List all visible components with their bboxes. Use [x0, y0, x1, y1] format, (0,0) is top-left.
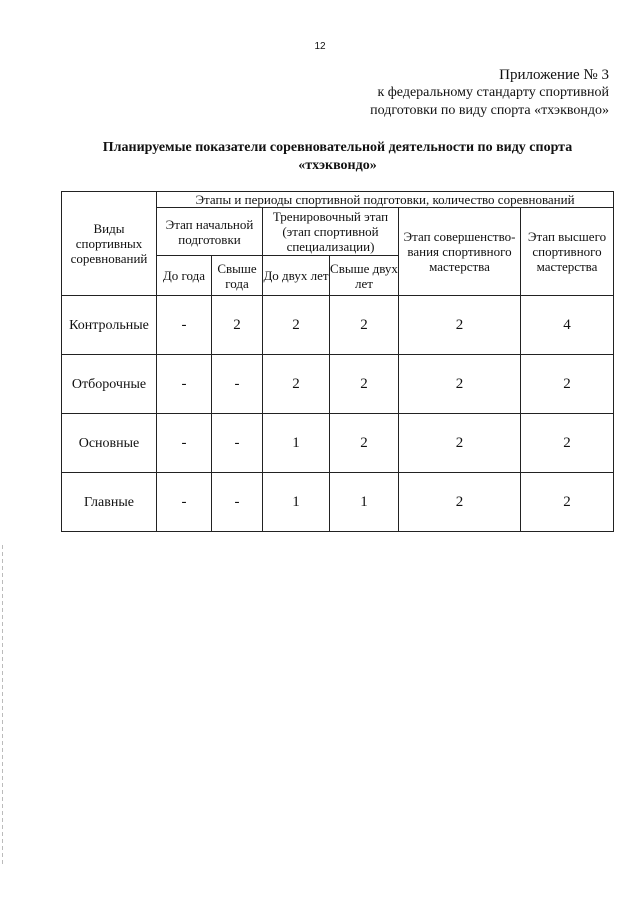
- table-cell: 2: [521, 355, 614, 414]
- table-cell: 1: [263, 414, 330, 473]
- header-initial-stage: Этап начальной подготовки: [157, 208, 263, 256]
- competition-table: [61, 191, 614, 532]
- row-kind: Контрольные: [62, 296, 157, 355]
- table-cell: -: [157, 296, 212, 355]
- header-initial-over-year: Свыше года: [212, 256, 263, 296]
- table-cell: 2: [330, 414, 399, 473]
- appendix-note: [370, 66, 609, 120]
- table-cell: -: [212, 355, 263, 414]
- header-initial-upto-year: До года: [157, 256, 212, 296]
- header-row-1: [62, 192, 614, 208]
- table-cell: 2: [399, 296, 521, 355]
- table-row: [62, 296, 614, 355]
- header-training-stage: Тренировочный этап (этап спортивной специализации): [263, 208, 399, 256]
- table-cell: 2: [212, 296, 263, 355]
- page-number: 12: [314, 41, 326, 52]
- row-kind: Отборочные: [62, 355, 157, 414]
- table-cell: 4: [521, 296, 614, 355]
- table-cell: 2: [263, 296, 330, 355]
- header-stages-group: Этапы и периоды спортивной подготовки, количество соревнований: [157, 192, 614, 208]
- table-cell: -: [157, 473, 212, 532]
- table-cell: 2: [399, 355, 521, 414]
- title-line-2: «тхэквондо»: [298, 158, 377, 173]
- table-cell: 1: [263, 473, 330, 532]
- table-cell: 2: [521, 473, 614, 532]
- header-training-upto-two: До двух лет: [263, 256, 330, 296]
- table-cell: 2: [263, 355, 330, 414]
- table-cell: 2: [399, 414, 521, 473]
- table-cell: -: [212, 414, 263, 473]
- row-kind: Основные: [62, 414, 157, 473]
- table-cell: 2: [330, 355, 399, 414]
- table-cell: 2: [330, 296, 399, 355]
- table-cell: -: [157, 355, 212, 414]
- header-improvement-stage: Этап совершенство-вания спортивного мастерства: [399, 208, 521, 296]
- table-row: [62, 355, 614, 414]
- header-training-over-two: Свыше двух лет: [330, 256, 399, 296]
- row-kind: Главные: [62, 473, 157, 532]
- appendix-reference: к федеральному стандарту спортивной: [377, 85, 609, 100]
- table-row: [62, 473, 614, 532]
- table-cell: -: [157, 414, 212, 473]
- table-cell: 2: [399, 473, 521, 532]
- appendix-number: Приложение № 3: [499, 67, 609, 83]
- header-higher-stage: Этап высшего спортивного мастерства: [521, 208, 614, 296]
- table-cell: 2: [521, 414, 614, 473]
- appendix-sport: подготовки по виду спорта «тхэквондо»: [370, 103, 609, 118]
- table-row: [62, 414, 614, 473]
- scan-edge-mark: [2, 545, 3, 865]
- title-line-1: Планируемые показатели соревновательной деятельности по виду спорта: [102, 140, 573, 155]
- header-kinds: Виды спортивных соревнований: [62, 192, 157, 296]
- document-title: [60, 139, 615, 175]
- table-cell: -: [212, 473, 263, 532]
- table-cell: 1: [330, 473, 399, 532]
